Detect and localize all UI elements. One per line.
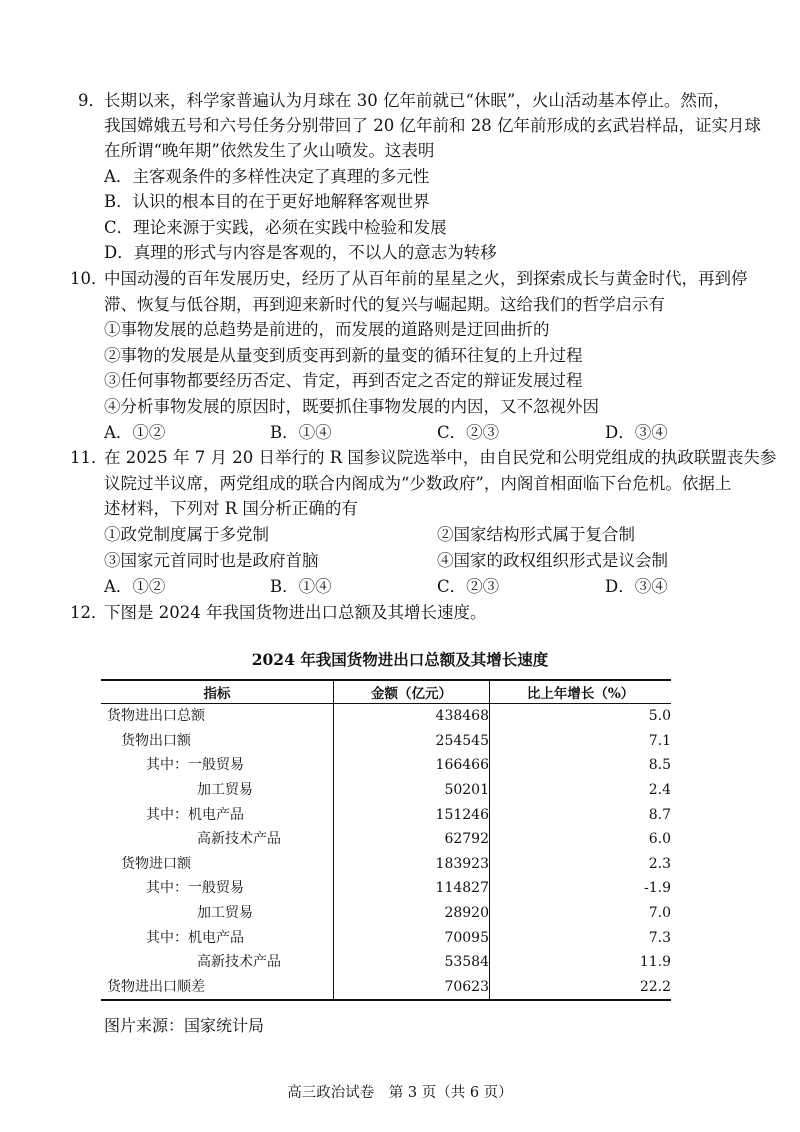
question-10-stem-line-2: 滞、恢复与低谷期，再到迎来新时代的复兴与崛起期。这给我们的哲学启示有 xyxy=(104,295,665,314)
table-row xyxy=(101,950,671,975)
row-growth: 8.7 xyxy=(490,802,672,827)
question-11-choice-d: D．③④ xyxy=(605,577,668,596)
question-11-stem-line-2: 议院过半议席，两党组成的联合内阁成为“少数政府”，内阁首相面临下台危机。依据上 xyxy=(104,474,732,493)
row-indicator: 货物进出口总额 xyxy=(107,708,205,725)
image-source-note: 图片来源：国家统计局 xyxy=(104,1016,265,1035)
row-amount: 438468 xyxy=(334,704,490,729)
table-row xyxy=(101,704,671,729)
question-10-choice-a: A．①② xyxy=(104,423,166,442)
row-amount: 70623 xyxy=(334,975,490,1001)
question-10-statement-2: ②事物的发展是从量变到质变再到新的量变的循环往复的上升过程 xyxy=(104,346,583,365)
question-11-stem-line-3: 述材料，下列对 R 国分析正确的有 xyxy=(104,499,358,518)
table-row xyxy=(101,925,671,950)
table-row xyxy=(101,729,671,754)
table-title: 2024 年我国货物进出口总额及其增长速度 xyxy=(251,650,549,669)
question-10-choice-b: B．①④ xyxy=(270,423,332,442)
header-growth: 比上年增长（%） xyxy=(490,680,672,704)
row-amount: 254545 xyxy=(334,729,490,754)
row-indicator: 货物出口额 xyxy=(121,732,191,749)
table-header-row xyxy=(101,680,671,704)
row-indicator: 其中：机电产品 xyxy=(146,929,244,946)
row-growth: 22.2 xyxy=(490,975,672,1001)
row-growth: 7.1 xyxy=(490,729,672,754)
row-indicator: 其中：一般贸易 xyxy=(146,880,244,897)
question-9-option-b: B．认识的根本目的在于更好地解释客观世界 xyxy=(104,192,430,211)
question-9-option-d: D．真理的形式与内容是客观的，不以人的意志为转移 xyxy=(104,243,497,262)
question-11-choice-b: B．①④ xyxy=(270,577,332,596)
question-9-stem-line-3: 在所谓“晚年期”依然发生了火山喷发。这表明 xyxy=(104,141,435,160)
row-amount: 50201 xyxy=(334,778,490,803)
table-row xyxy=(101,778,671,803)
question-9-number: 9． xyxy=(78,91,105,110)
table-row xyxy=(101,852,671,877)
question-10-choice-d: D．③④ xyxy=(605,423,668,442)
table-row xyxy=(101,975,671,1001)
header-amount: 金额（亿元） xyxy=(334,680,490,704)
row-growth: 7.0 xyxy=(490,901,672,926)
question-11-number: 11． xyxy=(70,448,108,467)
question-10-number: 10． xyxy=(70,269,108,288)
question-9-stem-line-2: 我国嫦娥五号和六号任务分别带回了 20 亿年前和 28 亿年前形成的玄武岩样品，证实月球 xyxy=(104,116,761,135)
header-indicator: 指标 xyxy=(101,680,334,704)
row-indicator: 加工贸易 xyxy=(197,782,253,799)
row-growth: 2.4 xyxy=(490,778,672,803)
row-amount: 183923 xyxy=(334,852,490,877)
question-10-choice-c: C．②③ xyxy=(437,423,500,442)
question-11-choice-c: C．②③ xyxy=(437,577,500,596)
table-row xyxy=(101,827,671,852)
question-9-stem-line-1: 长期以来，科学家普遍认为月球在 30 亿年前就已“休眠”，火山活动基本停止。然而， xyxy=(104,91,730,110)
question-11-statement-2: ②国家结构形式属于复合制 xyxy=(437,525,635,544)
row-growth: 2.3 xyxy=(490,852,672,877)
row-indicator: 加工贸易 xyxy=(197,905,253,922)
table-row xyxy=(101,753,671,778)
table-row xyxy=(101,802,671,827)
question-11-choice-a: A．①② xyxy=(104,577,166,596)
row-growth: -1.9 xyxy=(490,876,672,901)
question-9-option-a: A．主客观条件的多样性决定了真理的多元性 xyxy=(104,167,430,186)
row-amount: 114827 xyxy=(334,876,490,901)
row-indicator: 高新技术产品 xyxy=(197,954,281,971)
row-growth: 8.5 xyxy=(490,753,672,778)
row-amount: 166466 xyxy=(334,753,490,778)
table-row xyxy=(101,876,671,901)
question-12-number: 12． xyxy=(70,603,108,622)
question-11-stem-line-1: 在 2025 年 7 月 20 日举行的 R 国参议院选举中，由自民党和公明党组成的执政联盟丧失参 xyxy=(104,448,777,467)
question-10-statement-4: ④分析事物发展的原因时，既要抓住事物发展的内因，又不忽视外因 xyxy=(104,397,599,416)
row-indicator: 货物进出口顺差 xyxy=(101,975,334,1001)
trade-statistics-table xyxy=(101,679,671,1001)
question-10-statement-1: ①事物发展的总趋势是前进的，而发展的道路则是迂回曲折的 xyxy=(104,320,550,339)
row-growth: 6.0 xyxy=(490,827,672,852)
table-row xyxy=(101,901,671,926)
question-10-stem-line-1: 中国动漫的百年发展历史，经历了从百年前的星星之火，到探索成长与黄金时代，再到停 xyxy=(104,269,748,288)
question-12-stem-line-1: 下图是 2024 年我国货物进出口总额及其增长速度。 xyxy=(104,603,487,622)
row-indicator: 货物进口额 xyxy=(121,855,191,872)
row-growth: 5.0 xyxy=(490,704,672,729)
row-amount: 70095 xyxy=(334,925,490,950)
row-amount: 62792 xyxy=(334,827,490,852)
page-footer: 高三政治试卷 第 3 页（共 6 页） xyxy=(287,1085,513,1101)
row-indicator: 其中：机电产品 xyxy=(146,806,244,823)
row-growth: 11.9 xyxy=(490,950,672,975)
row-amount: 28920 xyxy=(334,901,490,926)
question-11-statement-4: ④国家的政权组织形式是议会制 xyxy=(437,551,668,570)
row-amount: 151246 xyxy=(334,802,490,827)
question-10-statement-3: ③任何事物都要经历否定、肯定，再到否定之否定的辩证发展过程 xyxy=(104,371,583,390)
row-indicator: 其中：一般贸易 xyxy=(146,757,244,774)
question-11-statement-3: ③国家元首同时也是政府首脑 xyxy=(104,551,319,570)
row-indicator: 高新技术产品 xyxy=(197,831,281,848)
row-amount: 53584 xyxy=(334,950,490,975)
row-growth: 7.3 xyxy=(490,925,672,950)
question-9-option-c: C．理论来源于实践，必须在实践中检验和发展 xyxy=(104,218,447,237)
question-11-statement-1: ①政党制度属于多党制 xyxy=(104,525,269,544)
